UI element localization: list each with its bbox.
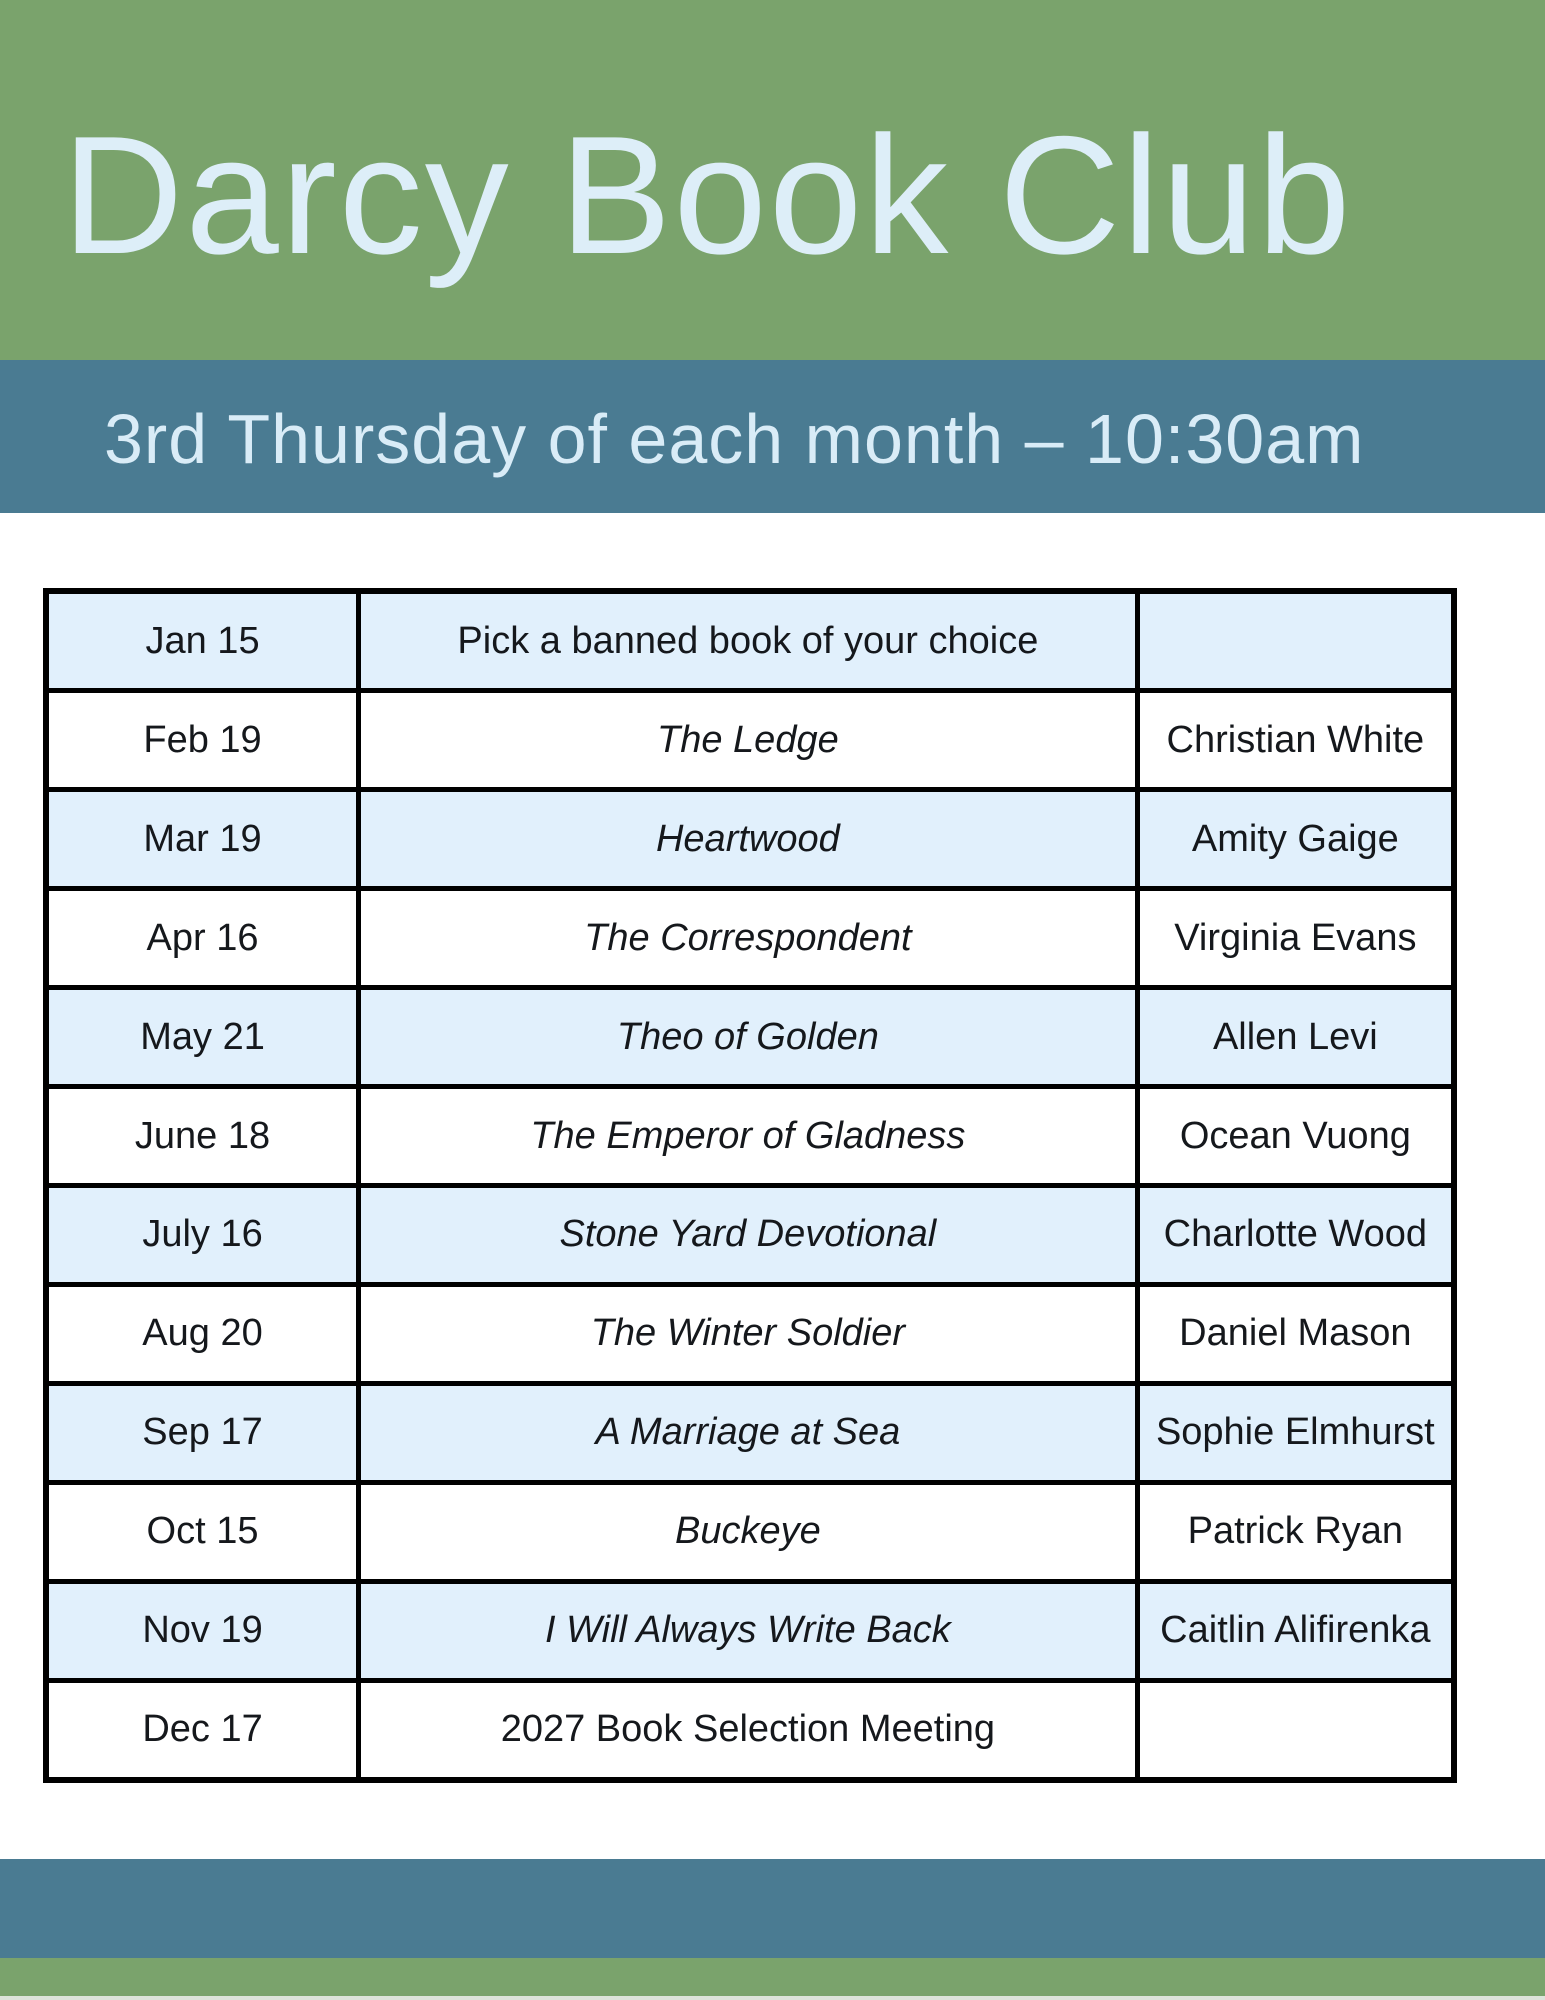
date-cell: Dec 17 xyxy=(46,1680,359,1780)
footer-blue-band xyxy=(0,1859,1545,1958)
meeting-schedule-subtitle: 3rd Thursday of each month – 10:30am xyxy=(104,399,1365,478)
book-title-cell: Stone Yard Devotional xyxy=(359,1185,1138,1284)
author-cell: Patrick Ryan xyxy=(1137,1482,1454,1581)
author-cell xyxy=(1137,1680,1454,1780)
book-title-cell: The Correspondent xyxy=(359,889,1138,988)
date-cell: Oct 15 xyxy=(46,1482,359,1581)
date-cell: Apr 16 xyxy=(46,889,359,988)
author-cell: Amity Gaige xyxy=(1137,790,1454,889)
author-cell: Christian White xyxy=(1137,691,1454,790)
date-cell: Mar 19 xyxy=(46,790,359,889)
schedule-table xyxy=(43,588,1457,1783)
date-cell: Feb 19 xyxy=(46,691,359,790)
table-row xyxy=(46,1087,1454,1186)
table-row xyxy=(46,591,1454,691)
table-row xyxy=(46,988,1454,1087)
book-title-cell: I Will Always Write Back xyxy=(359,1581,1138,1680)
date-cell: Nov 19 xyxy=(46,1581,359,1680)
author-cell xyxy=(1137,591,1454,691)
book-title-cell: The Emperor of Gladness xyxy=(359,1087,1138,1186)
author-cell: Daniel Mason xyxy=(1137,1284,1454,1383)
date-cell: May 21 xyxy=(46,988,359,1087)
author-cell: Virginia Evans xyxy=(1137,889,1454,988)
date-cell: Jan 15 xyxy=(46,591,359,691)
book-title-cell: The Winter Soldier xyxy=(359,1284,1138,1383)
author-cell: Allen Levi xyxy=(1137,988,1454,1087)
book-title-cell: A Marriage at Sea xyxy=(359,1383,1138,1482)
book-title-cell: Heartwood xyxy=(359,790,1138,889)
date-cell: Sep 17 xyxy=(46,1383,359,1482)
author-cell: Sophie Elmhurst xyxy=(1137,1383,1454,1482)
date-cell: Aug 20 xyxy=(46,1284,359,1383)
book-title-cell: The Ledge xyxy=(359,691,1138,790)
author-cell: Ocean Vuong xyxy=(1137,1087,1454,1186)
table-row xyxy=(46,889,1454,988)
table-row xyxy=(46,1284,1454,1383)
table-row xyxy=(46,1680,1454,1780)
table-row xyxy=(46,1482,1454,1581)
page-bottom-edge xyxy=(0,1996,1545,2000)
header-green-band xyxy=(0,0,1545,360)
author-cell: Caitlin Alifirenka xyxy=(1137,1581,1454,1680)
book-title-cell: Theo of Golden xyxy=(359,988,1138,1087)
table-row xyxy=(46,1185,1454,1284)
table-row xyxy=(46,691,1454,790)
author-cell: Charlotte Wood xyxy=(1137,1185,1454,1284)
footer-green-band xyxy=(0,1958,1545,1996)
book-title-cell: 2027 Book Selection Meeting xyxy=(359,1680,1138,1780)
book-title-cell: Pick a banned book of your choice xyxy=(359,591,1138,691)
subtitle-blue-band xyxy=(0,360,1545,513)
page-title: Darcy Book Club xyxy=(62,101,1353,289)
table-row xyxy=(46,790,1454,889)
table-row xyxy=(46,1383,1454,1482)
table-row xyxy=(46,1581,1454,1680)
date-cell: July 16 xyxy=(46,1185,359,1284)
book-title-cell: Buckeye xyxy=(359,1482,1138,1581)
date-cell: June 18 xyxy=(46,1087,359,1186)
